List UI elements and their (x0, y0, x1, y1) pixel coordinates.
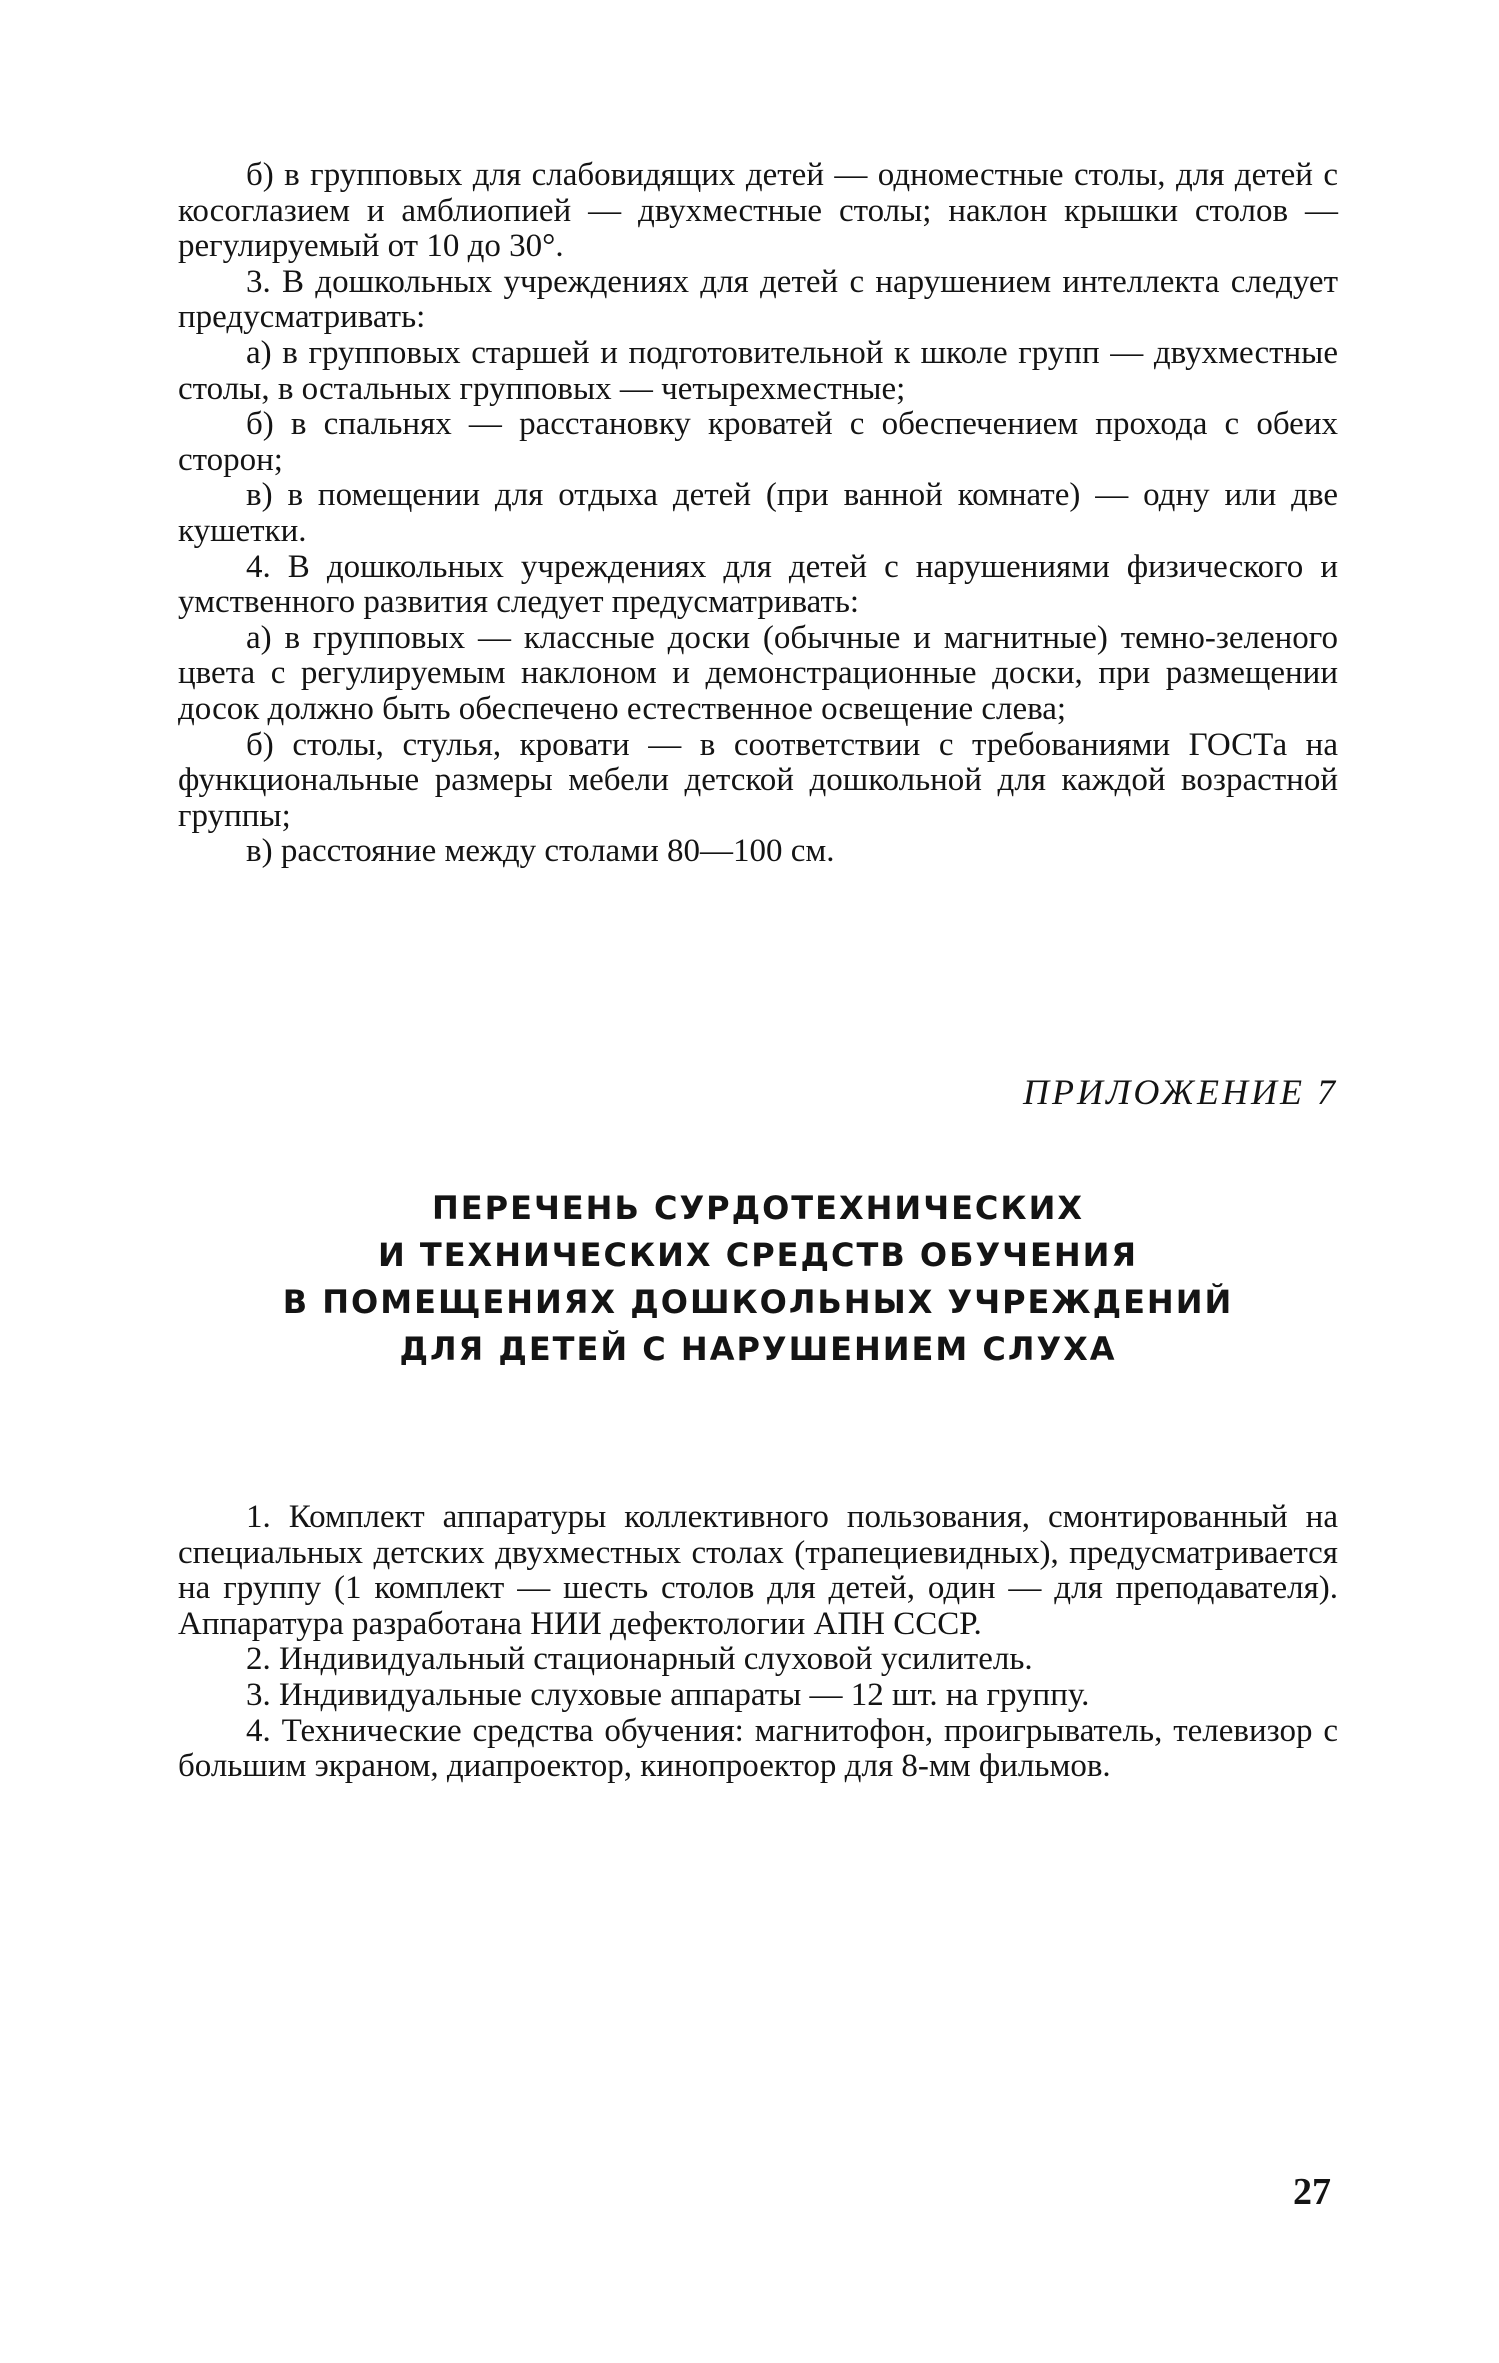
paragraph-v-table-distance: в) расстояние между столами 80—100 см. (246, 833, 835, 870)
paragraph-b-visually-impaired-tables: б) в групповых для слабовидящих детей — одноместные столы, для детей с косоглазием и амблиопией — двухместные столы; наклон крышки столов — регулируемый от 10 до 30°. (178, 157, 1338, 265)
paragraph-b-bedrooms: б) в спальнях — расстановку кроватей с обеспечением прохода с обеих сторон; (178, 406, 1338, 478)
page-number: 27 (1293, 2171, 1331, 2213)
paragraph-3-intellect-disorders: 3. В дошкольных учреждениях для детей с нарушением интеллекта следует предусматривать: (178, 263, 1338, 336)
heading-line: ПЕРЕЧЕНЬ СУРДОТЕХНИЧЕСКИХ (431, 1189, 1085, 1227)
list-item: 1. Комплект аппаратуры коллективного пользования, смонтированный на специальных детских двухместных столах (трапециевидных), предусматривается на группу (1 комплект — шесть столов для детей, один — для преподавателя). Аппаратура разработана НИИ дефектологии АПН СССР. (178, 1499, 1338, 1642)
heading-line: И ТЕХНИЧЕСКИХ СРЕДСТВ ОБУЧЕНИЯ (377, 1236, 1139, 1274)
paragraph-v-rest-room: в) в помещении для отдыха детей (при ванной комнате) — одну или две кушетки. (178, 477, 1338, 549)
equipment-list (178, 1500, 1338, 1785)
section-heading (178, 1185, 1338, 1373)
list-item: 4. Технические средства обучения: магнитофон, проигрыватель, телевизор с большим экраном, диапроектор, кинопроектор для 8-мм фильмов. (178, 1712, 1338, 1785)
paragraph-4-physical-mental-development: 4. В дошкольных учреждениях для детей с нарушениями физического и умственного развития следует предусматривать: (178, 548, 1338, 621)
appendix-label: ПРИЛОЖЕНИЕ 7 (1023, 1072, 1338, 1112)
paragraph-a-double-tables: а) в групповых старшей и подготовительной к школе групп — двухместные столы, в остальных групповых — четырехместные; (178, 334, 1338, 407)
paragraph-a-chalkboards: а) в групповых — классные доски (обычные и магнитные) темно-зеленого цвета с регулируемым наклоном и демонстрационные доски, при размещении досок должно быть обеспечено естественное освещение слева; (178, 619, 1338, 727)
heading-line: В ПОМЕЩЕНИЯХ ДОШКОЛЬНЫХ УЧРЕЖДЕНИЙ (282, 1283, 1234, 1321)
list-item: 2. Индивидуальный стационарный слуховой усилитель. (246, 1641, 1033, 1678)
upper-text-section (178, 158, 1338, 870)
paragraph-b-furniture-gost: б) столы, стулья, кровати — в соответствии с требованиями ГОСТа на функциональные размеры мебели детской дошкольной для каждой возрастной группы; (178, 726, 1338, 834)
heading-line: ДЛЯ ДЕТЕЙ С НАРУШЕНИЕМ СЛУХА (399, 1330, 1117, 1368)
list-item: 3. Индивидуальные слуховые аппараты — 12 шт. на группу. (246, 1676, 1090, 1713)
